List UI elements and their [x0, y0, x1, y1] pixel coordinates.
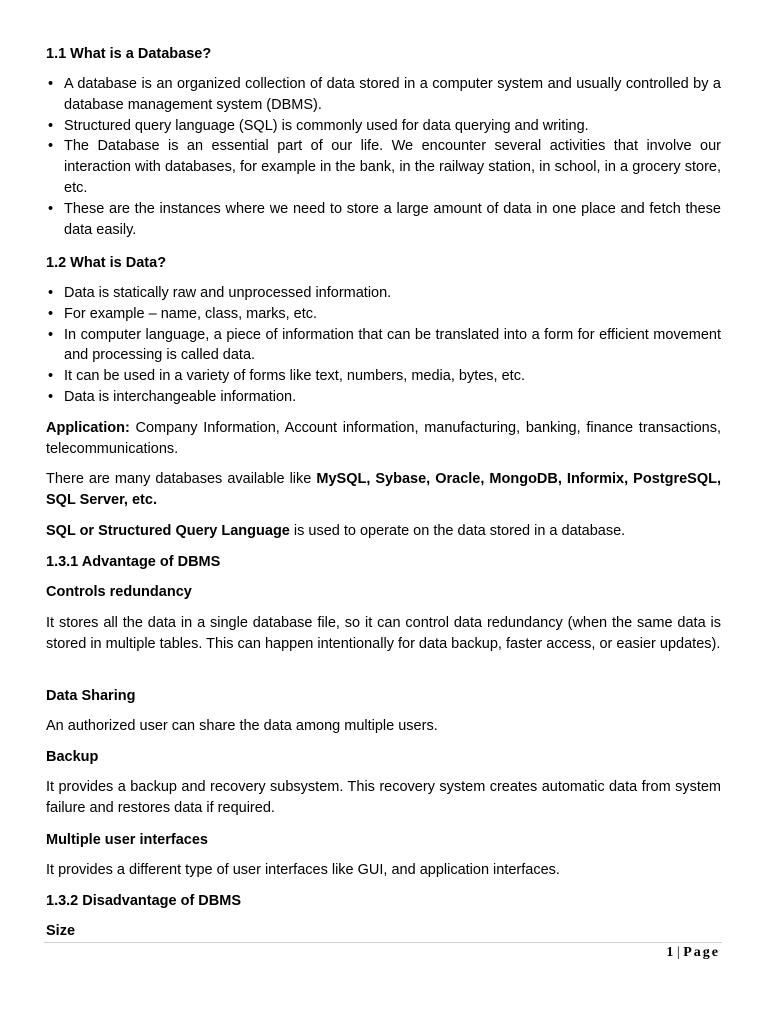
page-footer: [666, 945, 720, 961]
page-separator: |: [673, 945, 684, 960]
page-label: Page: [683, 945, 720, 960]
heading-what-is-database: 1.1 What is a Database?: [46, 46, 212, 62]
backup-paragraph: It provides a backup and recovery subsystem. This recovery system creates automatic data from system failure and restores data if required.: [46, 779, 721, 816]
databases-prefix: There are many databases available like: [46, 471, 317, 487]
list-item: • Data is statically raw and unprocessed information.: [46, 283, 721, 304]
list-item: • The Database is an essential part of our life. We encounter several activities that involve our interaction with databases, for example in the bank, in the railway station, in school, in a grocery store, etc.: [46, 136, 721, 198]
heading-backup: Backup: [46, 749, 99, 765]
heading-what-is-data: 1.2 What is Data?: [46, 255, 167, 271]
list-item: • Structured query language (SQL) is commonly used for data querying and writing.: [46, 116, 721, 137]
sql-paragraph: [46, 521, 721, 542]
application-paragraph: [46, 418, 721, 460]
heading-data-sharing: Data Sharing: [46, 688, 136, 704]
list-item: • A database is an organized collection of data stored in a computer system and usually controlled by a database management system (DBMS).: [46, 74, 721, 116]
list-item: • In computer language, a piece of information that can be translated into a form for efficient movement and processing is called data.: [46, 325, 721, 367]
application-label: Application:: [46, 420, 130, 436]
list-item: • Data is interchangeable information.: [46, 387, 721, 408]
heading-size: Size: [46, 923, 76, 939]
databases-list: MySQL, Sybase, Oracle, MongoDB, Informix, PostgreSQL, SQL Server, etc.: [46, 471, 722, 508]
list-item: • These are the instances where we need to store a large amount of data in one place and fetch these data easily.: [46, 199, 721, 241]
sql-text: is used to operate on the data stored in a database.: [289, 523, 626, 539]
list-item: • For example – name, class, marks, etc.: [46, 304, 721, 325]
page-number: 1: [666, 945, 674, 960]
ui-paragraph: It provides a different type of user interfaces like GUI, and application interfaces.: [46, 862, 560, 878]
footer-divider: [44, 942, 722, 943]
sharing-paragraph: An authorized user can share the data among multiple users.: [46, 718, 438, 734]
redundancy-paragraph: It stores all the data in a single database file, so it can control data redundancy (when the same data is stored in multiple tables. This can happen intentionally for data backup, faster access, or easier updates).: [46, 615, 721, 652]
data-bullet-list: [46, 283, 721, 408]
heading-advantage-dbms: 1.3.1 Advantage of DBMS: [46, 554, 221, 570]
heading-controls-redundancy: Controls redundancy: [46, 584, 192, 600]
heading-multiple-user-interfaces: Multiple user interfaces: [46, 832, 208, 848]
databases-paragraph: [46, 469, 721, 511]
application-text: Company Information, Account information, manufacturing, banking, finance transactions, telecommunications.: [46, 420, 721, 457]
heading-disadvantage-dbms: 1.3.2 Disadvantage of DBMS: [46, 893, 241, 909]
list-item: • It can be used in a variety of forms like text, numbers, media, bytes, etc.: [46, 366, 721, 387]
database-bullet-list: [46, 74, 721, 240]
sql-bold: SQL or Structured Query Language: [46, 523, 290, 539]
